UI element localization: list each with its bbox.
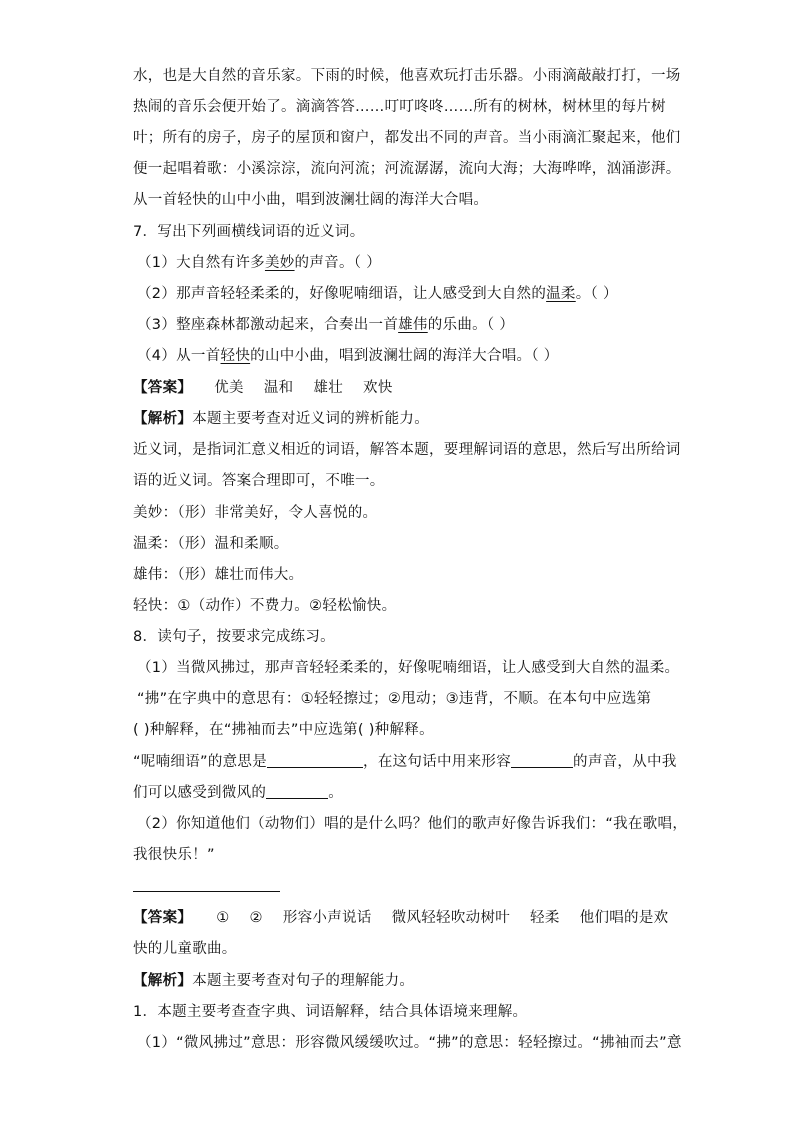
definition: 轻快：①（动作）不费力。②轻松愉快。	[133, 598, 397, 614]
answer-item: 形容小声说话	[282, 910, 372, 926]
answer-item: 他们唱的是欢	[579, 910, 669, 926]
passage-line: 水，也是大自然的音乐家。下雨的时候，他喜欢玩打击乐器。小雨滴敲敲打打，一场	[133, 68, 681, 84]
underlined-word: 温柔	[546, 286, 576, 302]
q8-answer	[133, 908, 668, 928]
q8-explanation: （1）“微风拂过”意思：形容微风缓缓吹过。“拂”的意思：轻轻擦过。“拂袖而去”意	[137, 1035, 682, 1051]
analysis-text: 本题主要考查对句子的理解能力。	[192, 973, 415, 989]
q8-sentence: （2）你知道他们（动物们）唱的是什么吗？他们的歌声好像告诉我们：“我在歌唱，	[137, 816, 688, 832]
analysis-text: 本题主要考查对近义词的辨析能力。	[192, 411, 430, 427]
passage-line: 从一首轻快的山中小曲，唱到波澜壮阔的海洋大合唱。	[133, 192, 489, 208]
answer-item: ①	[216, 910, 230, 926]
analysis-tag: 【解析】	[133, 973, 193, 989]
passage-line: 叶；所有的房子，房子的屋顶和窗户，都发出不同的声音。当小雨滴汇聚起来，他们	[133, 130, 681, 146]
analysis-tag: 【解析】	[133, 411, 193, 427]
q8-text: 们可以感受到微风的	[133, 785, 267, 801]
answer-item: 温和	[263, 380, 294, 396]
q8-answer-continued: 快的儿童歌曲。	[133, 941, 237, 957]
question-7-title: 7．写出下列画横线词语的近义词。	[133, 224, 365, 240]
q7-item-text: 。（ ）	[575, 286, 618, 302]
answer-item: 欢快	[363, 380, 393, 396]
q7-item-4	[137, 346, 559, 366]
q7-item-text: （2）那声音轻轻柔柔的，好像呢喃细语，让人感受到大自然的	[137, 286, 547, 302]
answer-item: 微风轻轻吹动树叶	[391, 910, 511, 926]
q7-item-text: （1）大自然有许多	[137, 255, 265, 271]
underlined-word: 美妙	[264, 255, 295, 271]
q7-explanation: 语的近义词。答案合理即可，不唯一。	[133, 473, 385, 489]
q8-fill-line	[133, 783, 343, 803]
q7-item-text: 的山中小曲，唱到波澜壮阔的海洋大合唱。（ ）	[250, 348, 559, 364]
q8-sentence: （1）当微风拂过，那声音轻轻柔柔的，好像呢喃细语，让人感受到大自然的温柔。	[137, 660, 680, 676]
answer-item: 轻柔	[530, 910, 560, 926]
q8-text: “呢喃细语”的意思是	[133, 754, 268, 770]
q8-sentence: ( )种解释，在“拂袖而去”中应选第( )种解释。	[133, 722, 434, 738]
question-8-title: 8．读句子，按要求完成练习。	[133, 629, 335, 645]
q7-item-1	[137, 253, 381, 273]
q7-answer	[133, 378, 393, 398]
answer-tag: 【答案】	[133, 910, 193, 926]
q7-item-text: 的乐曲。（ ）	[427, 317, 515, 333]
q7-item-2	[137, 284, 618, 304]
definition: 美妙：（形）非常美好，令人喜悦的。	[133, 505, 378, 521]
answer-blank[interactable]	[267, 753, 363, 768]
q8-sentence: “拂”在字典中的意思有：①轻轻擦过；②甩动；③违背，不顺。在本句中应选第	[137, 691, 652, 707]
passage-line: 便一起唱着歌：小溪淙淙，流向河流；河流潺潺，流向大海；大海哗哗，汹涌澎湃。	[133, 161, 681, 177]
q8-analysis	[133, 971, 414, 991]
answer-line[interactable]	[133, 891, 280, 892]
q8-text: ，在这句话中用来形容	[363, 754, 512, 770]
answer-tag: 【答案】	[133, 380, 193, 396]
underlined-word: 轻快	[220, 348, 251, 364]
q7-item-text: 的声音。（ ）	[294, 255, 382, 271]
definition: 温柔：（形）温和柔顺。	[133, 536, 289, 552]
q7-analysis	[133, 409, 429, 429]
q7-explanation: 近义词，是指词汇意义相近的词语，解答本题，要理解词语的意思，然后写出所给词	[133, 442, 681, 458]
answer-item: 雄壮	[313, 380, 344, 396]
q8-explanation: 1．本题主要考查查字典、词语解释，结合具体语境来理解。	[133, 1004, 528, 1020]
answer-item: 优美	[214, 380, 244, 396]
underlined-word: 雄伟	[398, 317, 428, 333]
q8-text: 的声音，从中我	[573, 754, 677, 770]
answer-blank[interactable]	[511, 753, 573, 768]
definition: 雄伟：（形）雄壮而伟大。	[133, 567, 304, 583]
q8-sentence: 我很快乐！”	[133, 847, 215, 863]
passage-line: 热闹的音乐会便开始了。滴滴答答……叮叮咚咚……所有的树林，树林里的每片树	[133, 99, 666, 115]
q7-item-text: （4）从一首	[137, 348, 221, 364]
answer-item: ②	[249, 910, 263, 926]
q7-item-text: （3）整座森林都激动起来，合奏出一首	[137, 317, 399, 333]
answer-blank[interactable]	[266, 784, 328, 799]
q7-item-3	[137, 315, 514, 335]
q8-text: 。	[328, 785, 344, 801]
q8-fill-line	[133, 752, 677, 772]
